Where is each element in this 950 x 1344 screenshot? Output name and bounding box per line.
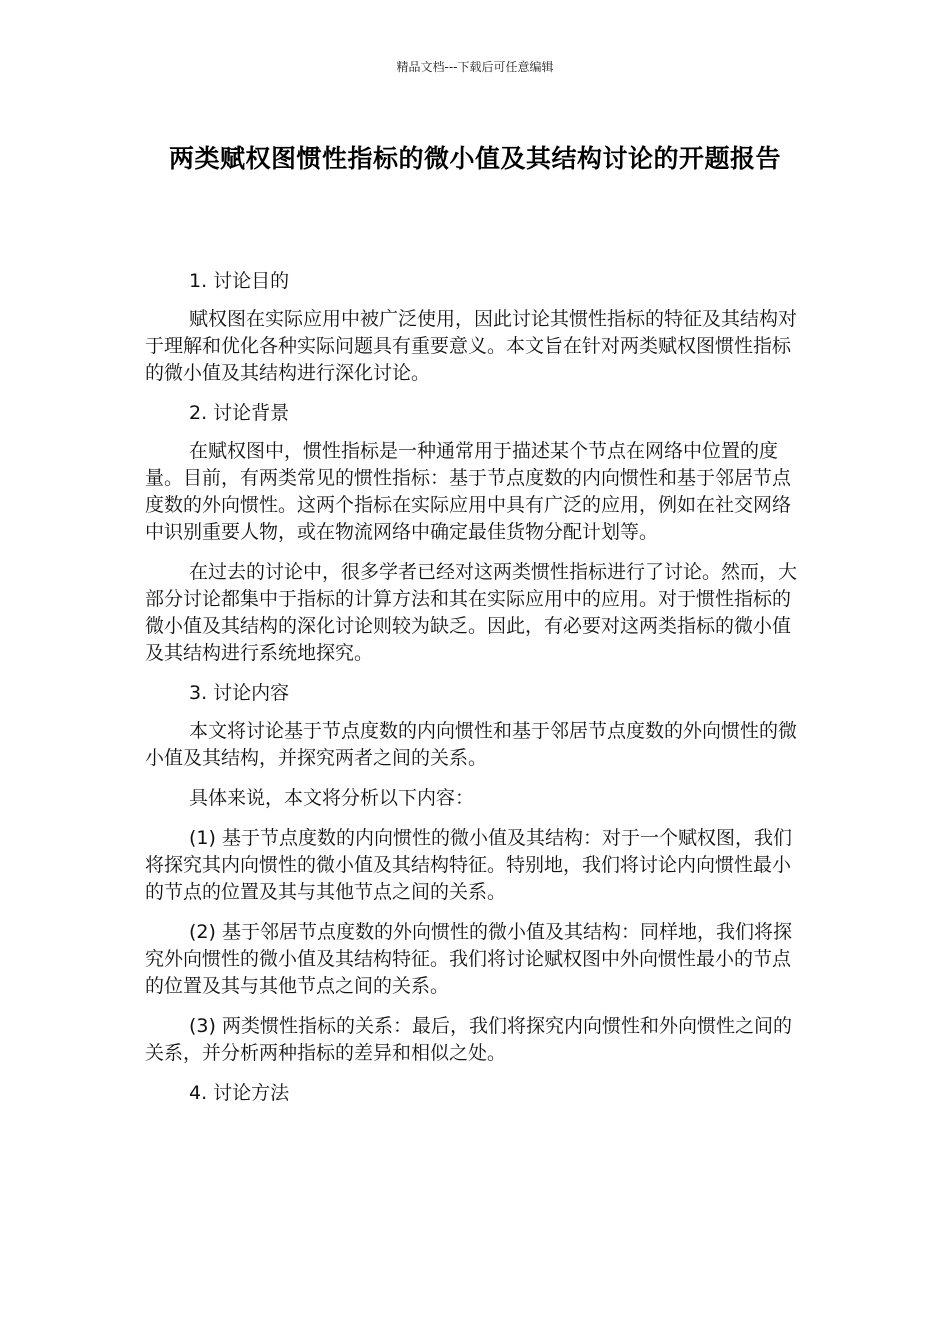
paragraph: 具体来说，本文将分析以下内容： (189, 787, 475, 809)
section-heading-background: 2. 讨论背景 (189, 402, 290, 424)
paragraph: (2) 基于邻居节点度数的外向惯性的微小值及其结构：同样地，我们将探究外向惯性的微小值及其结构特征。我们将讨论赋权图中外向惯性最小的节点的位置及其与其他节点之间的关系。 (145, 921, 792, 997)
paragraph: 在过去的讨论中，很多学者已经对这两类惯性指标进行了讨论。然而，大部分讨论都集中于指标的计算方法和其在实际应用中的应用。对于惯性指标的微小值及其结构的深化讨论则较为缺乏。因此，有必要对这两类指标的微小值及其结构进行系统地探究。 (145, 561, 798, 664)
document-body (145, 268, 807, 1118)
paragraph: 在赋权图中，惯性指标是一种通常用于描述某个节点在网络中位置的度量。目前，有两类常见的惯性指标：基于节点度数的内向惯性和基于邻居节点度数的外向惯性。这两个指标在实际应用中具有广泛的应用，例如在社交网络中识别重要人物，或在物流网络中确定最佳货物分配计划等。 (145, 440, 792, 543)
header-note: 精品文档---下载后可任意编辑 (396, 60, 554, 74)
section-heading-purpose: 1. 讨论目的 (189, 270, 290, 292)
paragraph: 赋权图在实际应用中被广泛使用，因此讨论其惯性指标的特征及其结构对于理解和优化各种实际问题具有重要意义。本文旨在针对两类赋权图惯性指标的微小值及其结构进行深化讨论。 (145, 308, 798, 384)
paragraph: (1) 基于节点度数的内向惯性的微小值及其结构：对于一个赋权图，我们将探究其内向惯性的微小值及其结构特征。特别地，我们将讨论内向惯性最小的节点的位置及其与其他节点之间的关系。 (145, 827, 792, 903)
section-heading-method: 4. 讨论方法 (189, 1082, 290, 1104)
document-title: 两类赋权图惯性指标的微小值及其结构讨论的开题报告 (168, 144, 781, 173)
section-heading-content: 3. 讨论内容 (189, 682, 290, 704)
paragraph: 本文将讨论基于节点度数的内向惯性和基于邻居节点度数的外向惯性的微小值及其结构，并探究两者之间的关系。 (145, 720, 798, 769)
paragraph: (3) 两类惯性指标的关系：最后，我们将探究内向惯性和外向惯性之间的关系，并分析两种指标的差异和相似之处。 (145, 1015, 792, 1064)
